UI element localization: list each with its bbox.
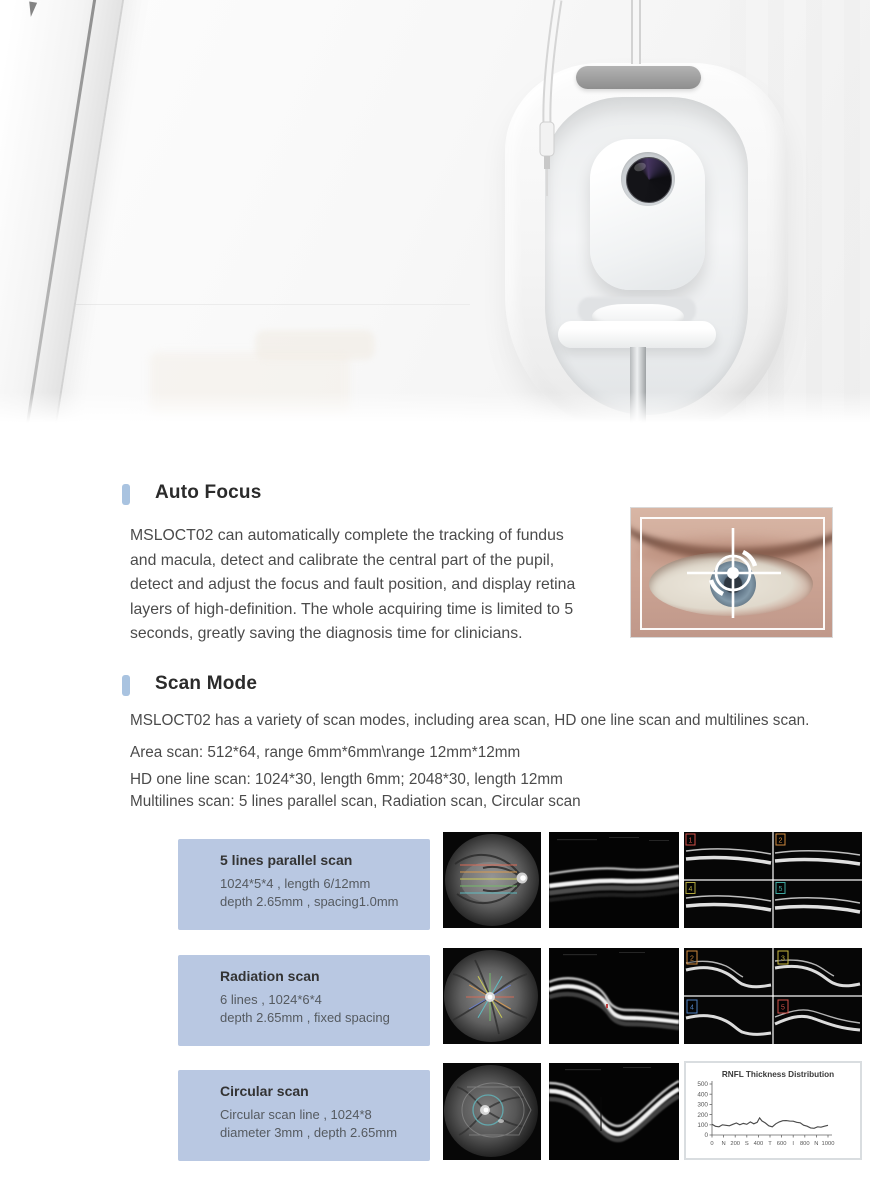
auto-focus-text-line: and macula, detect and calibrate the central part of the pupil,: [130, 551, 555, 569]
focus-reticle-icon: [631, 508, 832, 637]
svg-text:N: N: [721, 1141, 726, 1147]
oct-bscan-circular: [549, 1063, 679, 1160]
auto-focus-text-line: layers of high-definition. The whole acquiring time is limited to 5: [130, 600, 574, 618]
chin-rest-shelf: [558, 321, 716, 348]
oct-grid-parallel: [684, 832, 862, 928]
scan-card-spec: diameter 3mm , depth 2.65mm: [220, 1125, 398, 1140]
oct-bscan-radiation: [549, 948, 679, 1044]
svg-text:S: S: [744, 1141, 749, 1147]
rnfl-chart-plot: [686, 1063, 860, 1158]
svg-text:2: 2: [778, 837, 783, 845]
scan-card-spec: Circular scan line , 1024*8: [220, 1107, 372, 1122]
objective-lens: [626, 157, 672, 203]
svg-text:4: 4: [688, 886, 693, 893]
oct-grid-radiation: [684, 948, 862, 1044]
scan-card-parallel: [178, 839, 430, 930]
auto-focus-text-line: detect and adjust the focus and fault position, and display retina: [130, 576, 576, 593]
svg-text:1000: 1000: [821, 1141, 835, 1147]
scan-card-title: Circular scan: [220, 1083, 309, 1099]
svg-text:1: 1: [688, 837, 693, 845]
rnfl-chart: [684, 1061, 862, 1160]
svg-text:4: 4: [690, 1004, 694, 1012]
photo-fade: [0, 392, 870, 426]
svg-text:600: 600: [776, 1141, 787, 1147]
svg-text:0: 0: [710, 1141, 714, 1147]
scan-mode-intro: MSLOCT02 has a variety of scan modes, including area scan, HD one line scan and multilines scan.: [130, 712, 810, 729]
fundus-image-parallel: [443, 832, 541, 928]
scan-mode-heading: Scan Mode: [155, 673, 258, 694]
hero-photo: [0, 0, 870, 426]
section-bar-icon: [122, 675, 130, 696]
scan-card-circular: [178, 1070, 430, 1161]
scan-mode-detail: HD one line scan: 1024*30, length 6mm; 2048*30, length 12mm: [130, 771, 563, 788]
rnfl-chart-title: RNFL Thickness Distribution: [721, 1070, 835, 1079]
svg-text:5: 5: [781, 1004, 785, 1012]
scan-mode-detail: Multilines scan: 5 lines parallel scan, Radiation scan, Circular scan: [130, 793, 581, 810]
scan-mode-detail: Area scan: 512*64, range 6mm*6mm\range 12mm*12mm: [130, 744, 521, 761]
fundus-image-radiation: [443, 948, 541, 1044]
svg-text:300: 300: [697, 1101, 708, 1109]
auto-focus-text-line: seconds, greatly saving the diagnosis time for clinicians.: [130, 625, 523, 642]
scan-card-spec: 1024*5*4 , length 6/12mm: [220, 876, 371, 891]
eye-tracking-photo: [630, 507, 833, 638]
scan-card-title: Radiation scan: [220, 968, 320, 984]
device-cables: [0, 0, 870, 426]
svg-text:400: 400: [753, 1141, 764, 1147]
svg-text:5: 5: [778, 886, 783, 893]
scan-card-radiation: [178, 955, 430, 1046]
svg-text:I: I: [792, 1141, 795, 1147]
fundus-image-circular: [443, 1063, 541, 1160]
scan-card-spec: depth 2.65mm , fixed spacing: [220, 1010, 390, 1025]
svg-text:2: 2: [690, 955, 694, 963]
svg-text:N: N: [814, 1141, 819, 1147]
svg-text:200: 200: [730, 1141, 741, 1147]
scan-card-spec: depth 2.65mm , spacing1.0mm: [220, 894, 399, 909]
section-bar-icon: [122, 484, 130, 505]
svg-text:400: 400: [697, 1091, 708, 1099]
scan-card-spec: 6 lines , 1024*6*4: [220, 992, 322, 1007]
auto-focus-heading: Auto Focus: [155, 482, 262, 503]
auto-focus-text-line: MSLOCT02 can automatically complete the tracking of fundus: [130, 527, 564, 544]
svg-text:500: 500: [697, 1081, 708, 1089]
svg-text:0: 0: [704, 1132, 708, 1140]
svg-text:3: 3: [781, 955, 785, 963]
svg-text:T: T: [768, 1141, 772, 1147]
scan-card-title: 5 lines parallel scan: [220, 852, 353, 868]
svg-text:800: 800: [799, 1141, 810, 1147]
svg-text:100: 100: [697, 1122, 708, 1129]
svg-text:200: 200: [697, 1111, 708, 1119]
oct-bscan-parallel: [549, 832, 679, 928]
